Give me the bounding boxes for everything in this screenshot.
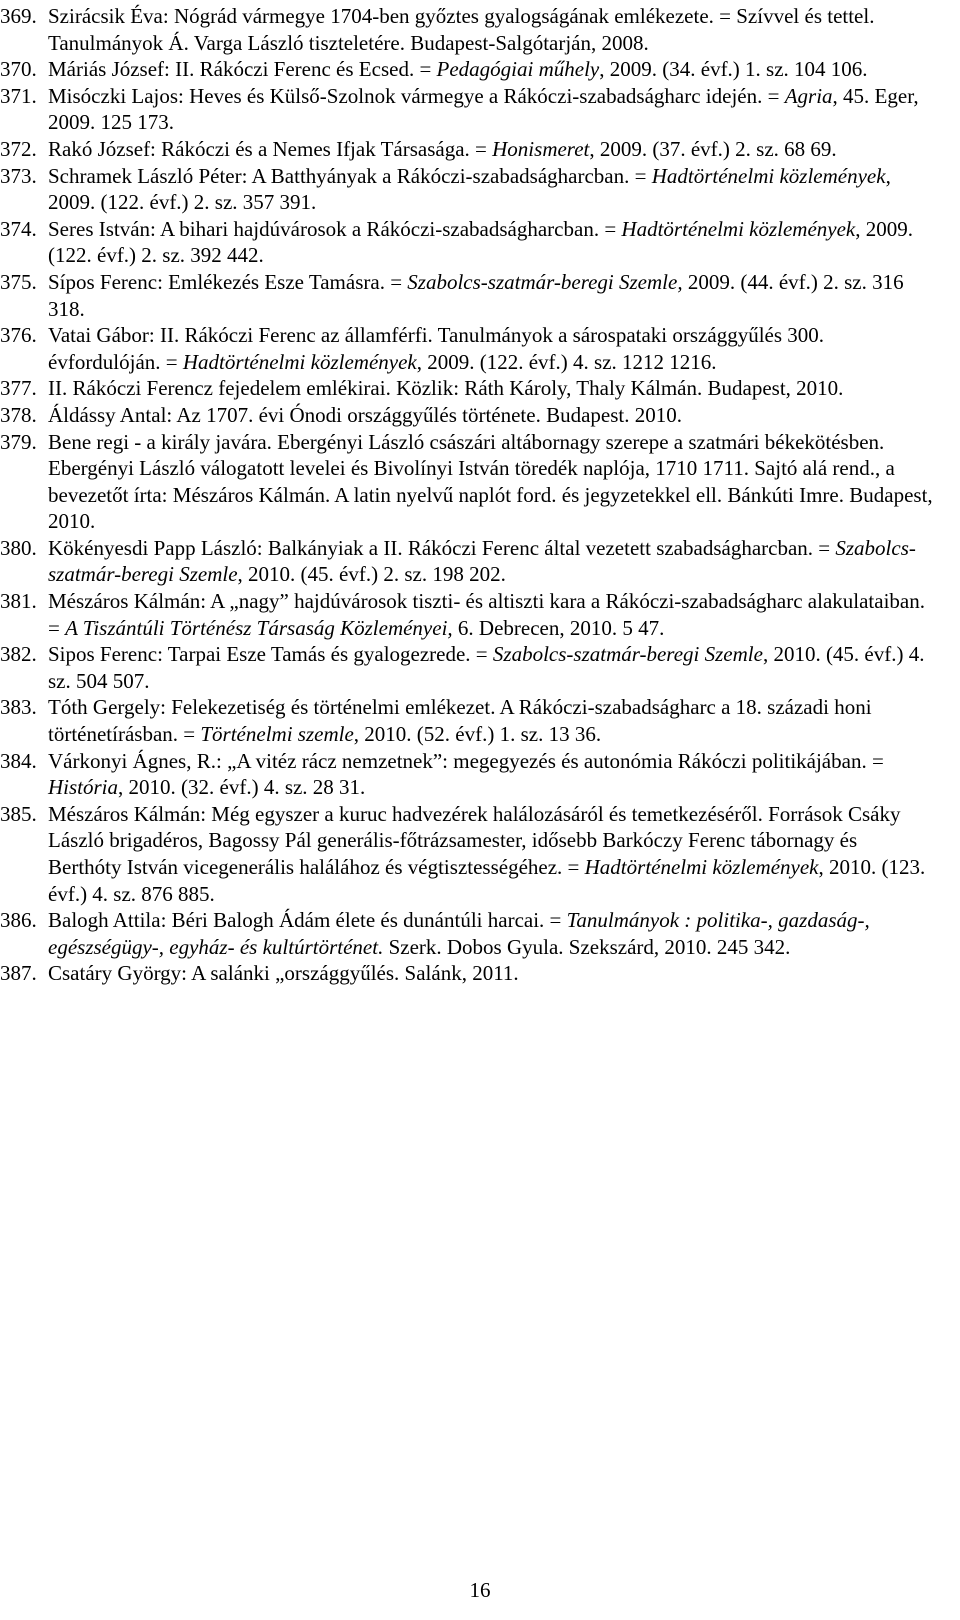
- entry-number: 375.: [0, 269, 37, 294]
- bibliography-entry: [0, 429, 935, 535]
- entry-text: [48, 535, 935, 588]
- entry-text-segment: , 45. Eger, 2009. 125 173.: [48, 83, 919, 135]
- entry-source-title: Tanulmányok : politika-, gazdaság-, egészségügy-, egyház- és kultúrtörténet.: [48, 908, 870, 959]
- page-number: 16: [469, 1578, 491, 1602]
- entry-text-segment: Bene regi - a király javára. Ebergényi László császári altábornagy szerepe a szatmári békekötésben. Ebergényi László válogatott levelei és Bivolínyi István töredék naplója, 1710 1711. Sajtó alá rend., a bevezetőt írta: Mészáros Kálmán. A latin nyelvű naplót ford. és jegyzetekkel ell. Bánkúti Imre. Budapest, 2010.: [48, 429, 933, 534]
- entry-number: 378.: [0, 402, 37, 427]
- entry-source-title: Szabolcs-szatmár-beregi Szemle,: [407, 269, 683, 294]
- entry-text: [48, 907, 935, 960]
- entry-number: 374.: [0, 216, 37, 241]
- bibliography-entry: [0, 3, 935, 56]
- entry-text: [48, 694, 935, 747]
- entry-number: 379.: [0, 429, 37, 454]
- entry-source-title: Hadtörténelmi közlemények: [584, 855, 819, 879]
- entry-text: [48, 960, 935, 987]
- bibliography-entry: [0, 56, 935, 83]
- entry-text-segment: , 2009. (34. évf.) 1. sz. 104 106.: [599, 57, 868, 82]
- entry-number: 383.: [0, 695, 37, 720]
- entry-source-title: Szabolcs-szatmár-beregi Szemle: [492, 642, 763, 667]
- entry-text-segment: Seres István: A bihari hajdúvárosok a Rákóczi-szabadságharcban. =: [48, 216, 622, 241]
- entry-text-segment: , 2009. (122. évf.) 4. sz. 1212 1216.: [416, 349, 717, 374]
- bibliography-list: [0, 3, 935, 987]
- entry-text-segment: , 2010. (123. évf.) 4. sz. 876 885.: [48, 855, 926, 906]
- bibliography-entry: [0, 907, 935, 960]
- bibliography-entry: [0, 694, 935, 747]
- entry-number: 386.: [0, 908, 37, 933]
- entry-text: [48, 641, 935, 694]
- bibliography-entry: [0, 163, 935, 216]
- bibliography-entry: [0, 269, 935, 322]
- entry-text-segment: Tóth Gergely: Felekezetiség és történelmi emlékezet. A Rákóczi-szabadságharc a 18. századi honi történetírásban. =: [48, 695, 872, 747]
- entry-text: [48, 375, 935, 402]
- entry-source-title: Hadtörténelmi közlemények: [621, 216, 856, 241]
- entry-text-segment: Sipos Ferenc: Tarpai Esze Tamás és gyalogezrede. =: [48, 642, 493, 667]
- entry-source-title: História: [48, 775, 119, 800]
- entry-text-segment: Mészáros Kálmán: A „nagy” hajdúvárosok tiszti- és altiszti kara a Rákóczi-szabadságharc alakulataiban. =: [48, 589, 925, 640]
- entry-text-segment: Rakó József: Rákóczi és a Nemes Ifjak Társasága. =: [48, 136, 493, 161]
- entry-text-segment: 2009. (44. évf.) 2. sz. 316 318.: [48, 269, 904, 321]
- entry-text: [48, 402, 935, 429]
- entry-text: [48, 216, 935, 269]
- entry-number: 384.: [0, 748, 37, 773]
- entry-text-segment: Vatai Gábor: II. Rákóczi Ferenc az államférfi. Tanulmányok a sárospataki országgyűlés 300. évfordulóján. =: [48, 323, 825, 374]
- entry-number: 382.: [0, 642, 37, 667]
- entry-source-title: Agria: [784, 83, 833, 108]
- entry-text-segment: II. Rákóczi Ferencz fejedelem emlékirai. Közlik: Ráth Károly, Thaly Kálmán. Budapest, 2010.: [48, 376, 844, 401]
- entry-text-segment: Áldássy Antal: Az 1707. évi Ónodi országgyűlés története. Budapest. 2010.: [48, 402, 682, 427]
- bibliography-entry: [0, 960, 935, 987]
- entry-text: [48, 588, 935, 641]
- entry-number: 387.: [0, 961, 37, 986]
- entry-text-segment: Várkonyi Ágnes, R.: „A vitéz rácz nemzetnek”: megegyezés és autonómia Rákóczi politikájában. =: [48, 748, 884, 773]
- entry-text-segment: , 2009. (37. évf.) 2. sz. 68 69.: [589, 136, 837, 161]
- entry-text-segment: Szirácsik Éva: Nógrád vármegye 1704-ben győztes gyalogságának emlékezete. = Szívvel és tettel. Tanulmányok Á. Varga László tiszteletére. Budapest-Salgótarján, 2008.: [48, 4, 875, 55]
- entry-source-title: Hadtörténelmi közlemények: [651, 163, 886, 188]
- entry-source-title: Történelmi szemle: [200, 722, 354, 747]
- entry-text-segment: 6. Debrecen, 2010. 5 47.: [452, 615, 665, 640]
- entry-text: [48, 3, 935, 56]
- entry-text-segment: Máriás József: II. Rákóczi Ferenc és Ecsed. =: [48, 57, 437, 82]
- entry-text-segment: Schramek László Péter: A Batthyányak a Rákóczi-szabadságharcban. =: [48, 163, 652, 188]
- entry-text-segment: , 2010. (52. évf.) 1. sz. 13 36.: [353, 722, 602, 747]
- entry-source-title: Hadtörténelmi közlemények: [182, 349, 417, 374]
- bibliography-entry: [0, 641, 935, 694]
- entry-text-segment: Sípos Ferenc: Emlékezés Esze Tamásra. =: [48, 269, 408, 294]
- entry-text: [48, 801, 935, 907]
- entry-text-segment: Misóczki Lajos: Heves és Külső-Szolnok vármegye a Rákóczi-szabadságharc idején. =: [48, 83, 785, 108]
- entry-source-title: Pedagógiai műhely: [436, 57, 600, 82]
- entry-number: 369.: [0, 4, 37, 28]
- entry-source-title: A Tiszántúli Történész Társaság Közleményei,: [65, 615, 453, 640]
- entry-source-title: Szabolcs-szatmár-beregi Szemle: [48, 535, 916, 587]
- bibliography-entry: [0, 375, 935, 402]
- entry-number: 380.: [0, 535, 37, 560]
- bibliography-entry: [0, 801, 935, 907]
- bibliography-entry: [0, 535, 935, 588]
- entry-text-segment: Csatáry György: A salánki „országgyűlés. Salánk, 2011.: [48, 961, 519, 986]
- entry-number: 376.: [0, 323, 37, 348]
- entry-text-segment: , 2010. (45. évf.) 2. sz. 198 202.: [237, 562, 506, 587]
- entry-number: 377.: [0, 376, 37, 401]
- entry-text: [48, 163, 935, 216]
- bibliography-entry: [0, 322, 935, 375]
- entry-text-segment: Mészáros Kálmán: Még egyszer a kuruc hadvezérek halálozásáról és temetkezéséről. Források Csáky László brigadéros, Bagossy Pál generális-főtrázsamester, idősebb Barkóczy Ferenc tábornagy és Berthóty István vicegenerális halálához és végtisztességéhez. =: [48, 801, 901, 879]
- entry-number: 385.: [0, 801, 37, 826]
- entry-text-segment: Balogh Attila: Béri Balogh Ádám élete és dunántúli harcai. =: [48, 908, 567, 933]
- entry-text-segment: , 2010. (45. évf.) 4. sz. 504 507.: [48, 642, 925, 693]
- bibliography-entry: [0, 748, 935, 801]
- entry-text: [48, 56, 935, 83]
- entry-source-title: Honismeret: [492, 136, 590, 161]
- bibliography-entry: [0, 136, 935, 163]
- entry-number: 371.: [0, 83, 37, 108]
- entry-text: [48, 269, 935, 322]
- bibliography-entry: [0, 83, 935, 136]
- bibliography-entry: [0, 216, 935, 269]
- entry-number: 372.: [0, 136, 37, 161]
- entry-text: [48, 429, 935, 535]
- entry-number: 370.: [0, 57, 37, 82]
- entry-text: [48, 83, 935, 136]
- bibliography-entry: [0, 588, 935, 641]
- entry-text-segment: , 2009. (122. évf.) 2. sz. 392 442.: [48, 216, 914, 268]
- entry-text-segment: , 2010. (32. évf.) 4. sz. 28 31.: [118, 775, 366, 800]
- entry-text-segment: , 2009. (122. évf.) 2. sz. 357 391.: [48, 163, 891, 215]
- entry-number: 373.: [0, 163, 37, 188]
- bibliography-entry: [0, 402, 935, 429]
- entry-text: [48, 748, 935, 801]
- entry-text: [48, 322, 935, 375]
- entry-text: [48, 136, 935, 163]
- entry-number: 381.: [0, 589, 37, 614]
- entry-text-segment: Szerk. Dobos Gyula. Szekszárd, 2010. 245 342.: [383, 934, 791, 959]
- entry-text-segment: Kökényesdi Papp László: Balkányiak a II. Rákóczi Ferenc által vezetett szabadságharcban. =: [48, 535, 836, 560]
